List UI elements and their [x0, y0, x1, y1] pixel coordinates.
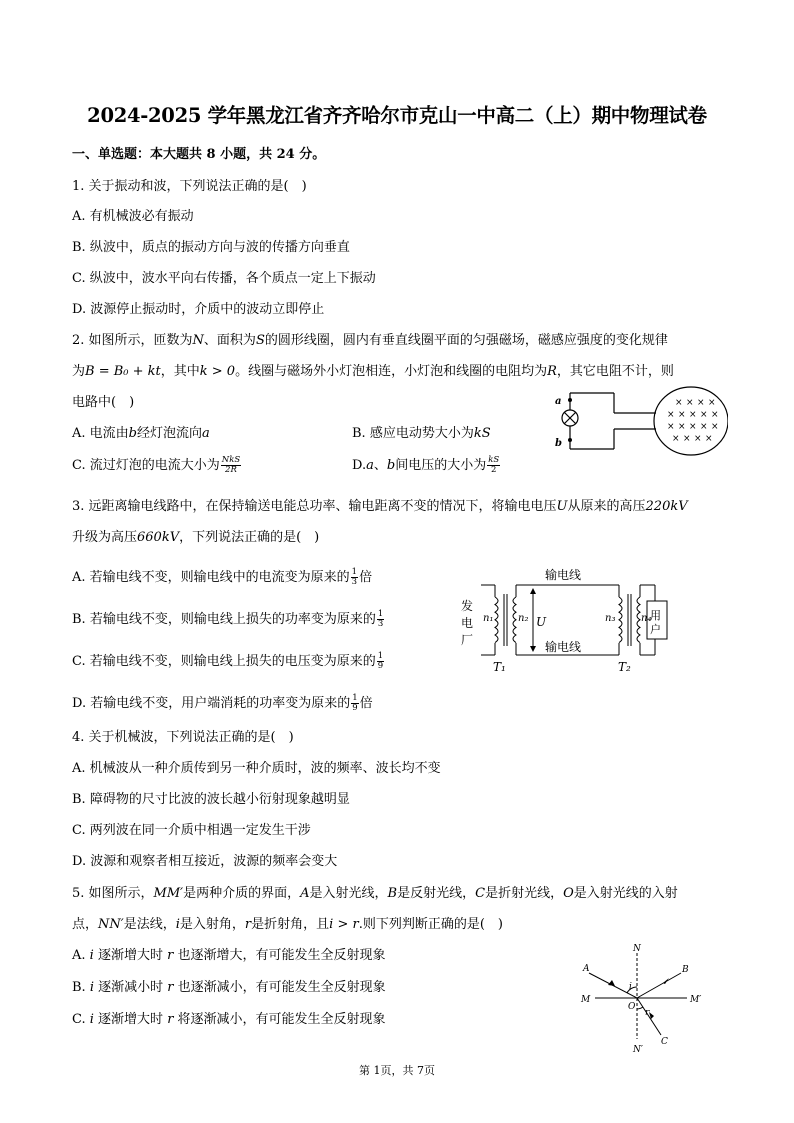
q3-option-a: A. 若输电线不变，则输电线中的电流变为原来的 $\frac{1}{3}$ 倍 — [72, 567, 373, 587]
svg-text:T₂: T₂ — [618, 660, 631, 674]
q2-stem-line2: 为B = B₀ + kt，其中k > 0。线圈与磁场外小灯泡相连，小灯泡和线圈的电阻均为R，其它电阻不计，则 — [72, 364, 674, 379]
svg-text:用: 用 — [650, 609, 661, 622]
q3-transmission-figure — [455, 567, 677, 677]
q4-option-c: C. 两列波在同一介质中相遇一定发生干涉 — [72, 823, 311, 838]
q2-option-c: C. 流过灯泡的电流大小为 $\frac{\text{NkS}}{2R}$ — [72, 455, 241, 475]
svg-text:B: B — [682, 965, 689, 975]
svg-text:×: × — [689, 422, 697, 432]
svg-text:M: M — [581, 995, 591, 1005]
svg-text:×: × — [697, 398, 705, 408]
q2-circuit-figure — [548, 383, 728, 459]
q3-stem-line2: 升级为高压660kV，下列说法正确的是( ) — [72, 530, 320, 545]
svg-text:n₄: n₄ — [641, 613, 652, 624]
q2-stem-line1: 2. 如图所示，匝数为N、面积为S的圆形线圈，圆内有垂直线圈平面的匀强磁场，磁感应强度的变化规律 — [72, 333, 668, 348]
q3-stem-line1: 3. 远距离输电线路中，在保持输送电能总功率、输电距离不变的情况下，将输电电压U从原来的高压220kV — [72, 499, 688, 514]
q1-option-d: D. 波源停止振动时，介质中的波动立即停止 — [72, 302, 325, 317]
lamp-icon — [562, 410, 578, 426]
svg-text:r: r — [645, 1008, 650, 1018]
svg-text:N′: N′ — [633, 1045, 643, 1055]
q4-option-d: D. 波源和观察者相互接近，波源的频率会变大 — [72, 854, 338, 869]
q5-option-a: A. i 逐渐增大时 r 也逐渐增大，有可能发生全反射现象 — [72, 948, 386, 963]
svg-text:电: 电 — [461, 616, 474, 630]
svg-text:M′: M′ — [690, 995, 702, 1005]
svg-text:×: × — [689, 410, 697, 420]
q2-option-a: A. 电流由b经灯泡流向a — [72, 426, 210, 441]
q2-option-b: B. 感应电动势大小为kS — [352, 426, 491, 441]
line-label-top: 输电线 — [545, 568, 582, 582]
section-heading: 一、单选题：本大题共 8 小题，共 24 分。 — [72, 147, 326, 162]
page-footer: 第 1页，共 7页 — [359, 1064, 435, 1077]
q5-stem-line1: 5. 如图所示，MM′是两种介质的界面，A是入射光线，B是反射光线，C是折射光线，O是入射光线的入射 — [72, 886, 678, 901]
svg-text:×: × — [667, 422, 675, 432]
q4-option-a: A. 机械波从一种介质传到另一种介质时，波的频率、波长均不变 — [72, 761, 441, 776]
fig-label-b: b — [555, 438, 562, 449]
q3-option-b: B. 若输电线不变，则输电线上损失的功率变为原来的 $\frac{1}{3}$ — [72, 609, 384, 629]
svg-text:×: × — [683, 434, 691, 444]
svg-text:n₂: n₂ — [518, 613, 529, 624]
svg-text:×: × — [694, 434, 702, 444]
q2-stem-line3: 电路中( ) — [72, 395, 135, 410]
q2-option-d: D.a、b间电压的大小为 $\frac{kS}{2}$ — [352, 455, 500, 475]
magnetic-field-crosses — [667, 398, 719, 444]
svg-text:N: N — [633, 944, 641, 954]
svg-text:×: × — [675, 398, 683, 408]
svg-text:×: × — [678, 422, 686, 432]
q5-stem-line2: 点，NN′是法线，i是入射角，r是折射角，且i > r.则下列判断正确的是( ) — [72, 917, 503, 932]
svg-text:C: C — [661, 1037, 668, 1047]
q4-stem: 4. 关于机械波，下列说法正确的是( ) — [72, 730, 294, 745]
svg-text:T₁: T₁ — [493, 660, 506, 674]
svg-text:×: × — [672, 434, 680, 444]
svg-text:发: 发 — [461, 599, 474, 613]
page-title: 2024-2025 学年黑龙江省齐齐哈尔市克山一中高二（上）期中物理试卷 — [87, 104, 707, 127]
svg-text:×: × — [711, 422, 719, 432]
q1-option-c: C. 纵波中，波水平向右传播，各个质点一定上下振动 — [72, 271, 376, 286]
q5-option-c: C. i 逐渐增大时 r 将逐渐减小，有可能发生全反射现象 — [72, 1012, 386, 1027]
q4-option-b: B. 障碍物的尺寸比波的波长越小衍射现象越明显 — [72, 792, 350, 807]
svg-text:×: × — [705, 434, 713, 444]
svg-text:O: O — [628, 1002, 636, 1012]
svg-text:×: × — [708, 398, 716, 408]
line-label-bottom: 输电线 — [545, 640, 582, 654]
svg-text:n₁: n₁ — [483, 613, 494, 624]
q5-option-b: B. i 逐渐减小时 r 也逐渐减小，有可能发生全反射现象 — [72, 980, 386, 995]
svg-text:厂: 厂 — [461, 633, 474, 647]
svg-text:×: × — [686, 398, 694, 408]
svg-text:×: × — [678, 410, 686, 420]
svg-text:A: A — [583, 964, 590, 974]
svg-text:×: × — [700, 422, 708, 432]
fig-label-a: a — [555, 396, 562, 407]
q5-refraction-figure — [575, 943, 715, 1057]
q1-option-b: B. 纵波中，质点的振动方向与波的传播方向垂直 — [72, 240, 350, 255]
svg-text:×: × — [711, 410, 719, 420]
q3-option-c: C. 若输电线不变，则输电线上损失的电压变为原来的 $\frac{1}{9}$ — [72, 651, 384, 671]
svg-text:×: × — [667, 410, 675, 420]
q1-stem: 1. 关于振动和波，下列说法正确的是( ) — [72, 179, 307, 194]
svg-text:n₃: n₃ — [605, 613, 616, 624]
svg-text:i: i — [629, 982, 632, 992]
svg-text:×: × — [700, 410, 708, 420]
svg-text:U: U — [536, 615, 547, 629]
q1-option-a: A. 有机械波必有振动 — [72, 209, 194, 224]
q3-option-d: D. 若输电线不变，用户端消耗的功率变为原来的 $\frac{1}{9}$ 倍 — [72, 693, 373, 713]
svg-text:户: 户 — [650, 623, 661, 636]
